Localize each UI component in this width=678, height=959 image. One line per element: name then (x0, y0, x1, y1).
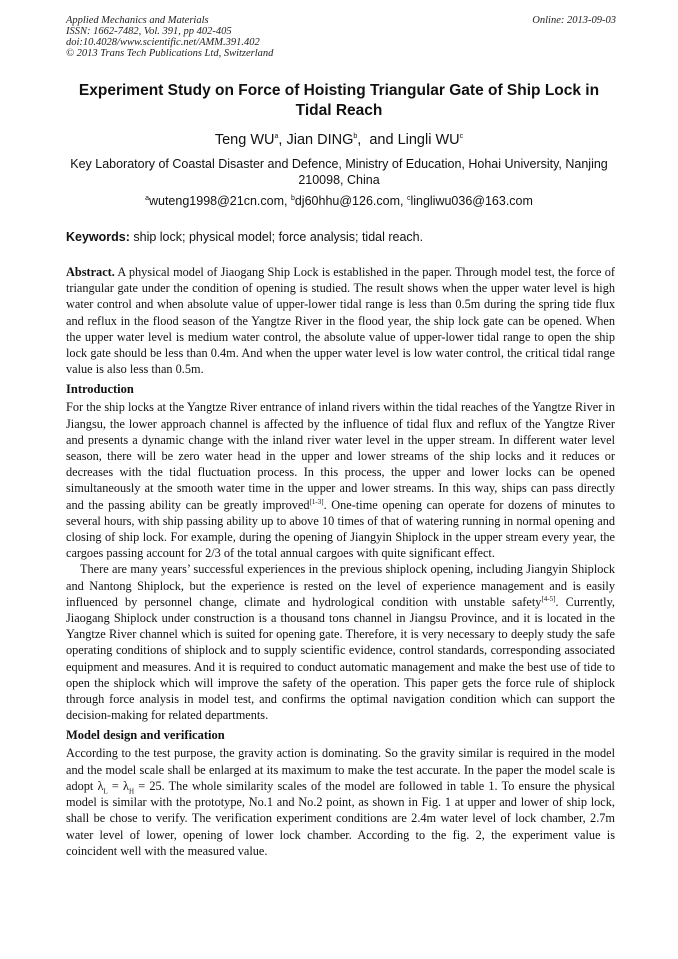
author-name: Jian DING (286, 132, 354, 148)
abstract-text: A physical model of Jiaogang Ship Lock is established in the paper. Through model test, the force of triangular gate under the condition of opening is studied. The result shows when the upper water level is high water control and when absolute value of upper-lower tidal range is less than 0.5m during the spring tide flux and reflux in the flood season of the Yangtze River in the flood year, the ship lock gate can be opened. When the upper water level is medium water control, the absolute value of upper-lower tidal range to open the ship lock gate should be less than 0.4m. And when the upper water level is low water control, the critical tidal range value is also less than 0.5m. (66, 265, 615, 377)
section-heading-introduction: Introduction (66, 382, 134, 397)
lambda-symbol: λ (123, 778, 129, 793)
keywords-text: ship lock; physical model; force analysis; tidal reach. (129, 230, 424, 244)
abstract-label: Abstract. (66, 265, 115, 279)
email-mark: c (406, 194, 411, 202)
issn-line: ISSN: 1662-7482, Vol. 391, pp 402-405 (66, 26, 232, 37)
subscript: L (103, 787, 108, 796)
intro-text: . One-time opening can operate for dozens of minutes to several hours, with ship passing ability up to above 10 times of that of watering running in normal opening and closing of ship lock. For example, during the opening of Jiangyin Shiplock in the upper stream every year, the cargoes passing account for 2/3 of the total annual cargoes with quite significant effect. (66, 497, 615, 561)
email-address: dj60hhu@126.com, (294, 194, 404, 208)
journal-header (66, 15, 616, 59)
email-list (60, 193, 618, 209)
keywords (66, 229, 616, 245)
email-address: wuteng1998@21cn.com, (148, 194, 288, 208)
intro-text: There are many years’ successful experiences in the previous shiplock opening, including Jiangyin Shiplock and Nantong Shiplock, but the experience is rested on the level of experience management and is easily influenced by personnel change, climate and hydrological condition with unstable safety (66, 562, 615, 609)
model-text: . The whole similarity scales of the model are followed in table 1. To ensure the physical model is similar with the prototype, No.1 and No.2 point, as shown in Fig. 1 at upper and lower of ship lock, shall be chose to verify. The verification experiment conditions are 2.4m water level of lock chamber, 2.7m water level of lower, opening of lower lock chamber. According to the fig. 2, the experiment value is coincident well with the measured value. (66, 778, 615, 858)
citation: [1-3] (309, 497, 324, 506)
model-paragraph-1 (66, 745, 615, 858)
journal-name: Applied Mechanics and Materials (66, 15, 209, 26)
lambda-symbol: λ (97, 778, 104, 793)
author-mark: c (459, 133, 464, 141)
author-list: Teng $WU^a$, Jian DING$^b$, and Lingli $WU^c$ (214, 132, 464, 148)
equals-sign: = (107, 778, 124, 793)
model-text: According to the test purpose, the gravity action is dominating. So the gravity similar is required in the model and the model scale shall be enlarged at its maximum to make the test accurate. In the paper the model scale is adopt (66, 746, 615, 793)
intro-paragraph-1 (66, 399, 615, 561)
section-heading-model: Model design and verification (66, 728, 225, 743)
author-mark: b (353, 133, 358, 141)
subscript: H (129, 787, 135, 796)
paper-body (66, 264, 615, 859)
email-address: lingliwu036@163.com (410, 194, 533, 208)
author-mark: a (274, 133, 279, 141)
author-name: and Lingli WU (369, 132, 460, 148)
intro-text: For the ship locks at the Yangtze River entrance of inland rivers within the tidal reaches of the Yangtze River in Jiangsu, the lower approach channel is affected by the influence of tidal flux and reflux of the Yangtze River and presents a dynamic change with the inland river water level in the upper stream. In different water level season, there will be zero water head in the upper and lower streams of the ship locks and it reduces or decreases with the tidal fluctuation process. In this process, the upper and lower locks can be opened simultaneously at the smooth water time in the upper and lower streams. In this way, ships can pass directly and the passing ability can be greatly improved (66, 400, 615, 512)
email-mark: b (290, 194, 295, 202)
email-mark: a (145, 194, 149, 202)
doi-line: doi:10.4028/www.scientific.net/AMM.391.402 (66, 37, 260, 48)
intro-paragraph-2 (66, 561, 615, 723)
affiliation: Key Laboratory of Coastal Disaster and Defence, Ministry of Education, Hohai University, Nanjing 210098, China (70, 157, 608, 187)
online-date: Online: 2013-09-03 (532, 15, 616, 26)
abstract-paragraph (66, 264, 615, 377)
keywords-label: Keywords: (66, 230, 130, 244)
citation: [4-5] (541, 594, 556, 603)
author-name: Teng WU (214, 132, 275, 148)
intro-text: . Currently, Jiaogang Shiplock under construction is a thousand tons channel in Jiangsu Province, and it is located in the Yangtze River channel which is suited for opening gate. Therefore, it is very necessary to deeply study the safe operating conditions of shiplock and to supply scientific evidence, control standards, corresponding associated equipment and measures. And it is required to conduct automatic management and make the best use of tide to open the shiplock which will improve the safety of the operation. This paper gets the force rule of shiplock through force analysis in model test, and confirms the optimal navigation condition which can support the decision-making for related departments. (66, 594, 615, 723)
copyright-line: © 2013 Trans Tech Publications Ltd, Switzerland (66, 48, 274, 59)
paper-title: Experiment Study on Force of Hoisting Triangular Gate of Ship Lock in Tidal Reach (78, 82, 600, 119)
scale-value: = 25 (134, 778, 162, 793)
